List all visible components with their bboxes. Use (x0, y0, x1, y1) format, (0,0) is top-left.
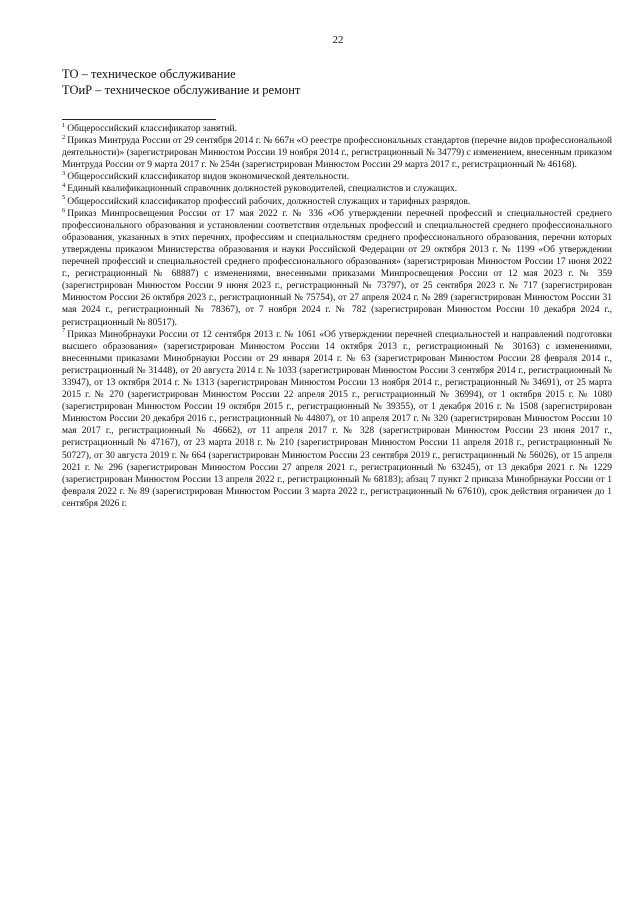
footnote-7 (62, 329, 612, 510)
footnote-marker: 5 (62, 194, 66, 202)
footnote-2 (62, 135, 612, 171)
footnote-4 (62, 183, 612, 195)
footnote-marker: 4 (62, 182, 66, 190)
footnote-text: Общероссийский классификатор профессий рабочих, должностей служащих и тарифных разрядов. (67, 196, 471, 207)
footnote-text: Единый квалификационный справочник должностей руководителей, специалистов и служащих. (67, 184, 458, 195)
footnote-1 (62, 123, 612, 135)
footnote-5 (62, 196, 612, 208)
footnote-3 (62, 171, 612, 183)
abbreviation-toir: ТОиР – техническое обслуживание и ремонт (62, 83, 301, 97)
footnote-marker: 2 (62, 133, 66, 141)
abbreviations-list (62, 66, 300, 98)
footnote-text: Общероссийский классификатор занятий. (67, 124, 237, 134)
footnote-marker: 7 (62, 327, 66, 335)
footnote-text: Общероссийский классификатор видов экономической деятельности. (67, 172, 350, 183)
page-number: 22 (332, 34, 344, 46)
footnote-6 (62, 208, 612, 329)
footnote-marker: 1 (62, 121, 66, 129)
abbreviation-to: ТО – техническое обслуживание (62, 67, 236, 81)
footnote-separator (62, 119, 216, 120)
footnote-marker: 6 (62, 206, 66, 214)
footnote-text: Приказ Минобрнауки России от 12 сентября 2013 г. № 1061 «Об утверждении перечней специальностей и направлений подготовки высшего образования» (зарегистрирован Минюстом России 14 октября 2013 г., регистрационный № 30163) с изменениями, внесенными приказами Минобрнауки России от 29 января 2014 г. № 63 (зарегистрирован Минюстом России 28 февраля 2014 г., регистрационный № 31448), от 20 августа 2014 г. № 1033 (зарегистрирован Минюстом России 3 сентября 2014 г., регистрационный № 33947), от 13 октября 2014 г. № 1313 (зарегистрирован Минюстом России 13 ноября 2014 г., регистрационный № 34691), от 25 марта 2015 г. № 270 (зарегистрирован Минюстом России 22 апреля 2015 г., регистрационный № 36994), от 1 октября 2015 г. № 1080 (зарегистрирован Минюстом России 19 октября 2015 г., регистрационный № 39355), от 1 декабря 2016 г. № 1508 (зарегистрирован Минюстом России 20 декабря 2016 г., регистрационный № 44807), от 10 апреля 2017 г. № 320 (зарегистрирован Минюстом России 10 мая 2017 г., регистрационный № 46662), от 11 апреля 2017 г. № 328 (зарегистрирован Минюстом России 23 июня 2017 г., регистрационный № 47167), от 23 марта 2018 г. № 210 (зарегистрирован Минюстом России 11 апреля 2018 г., регистрационный № 50727), от 30 августа 2019 г. № 664 (зарегистрирован Минюстом России 23 сентября 2019 г., регистрационный № 56026), от 15 апреля 2021 г. № 296 (зарегистрирован Минюстом России 27 апреля 2021 г., регистрационный № 63245), от 13 декабря 2021 г. № 1229 (зарегистрирован Минюстом России 13 апреля 2022 г., регистрационный № 68183); абзац 7 пункт 2 приказа Минобрнауки России от 1 февраля 2022 г. № 89 (зарегистрирован Минюстом России 3 марта 2022 г., регистрационный № 67610), срок действия ограничен до 1 сентября 2026 г. (62, 329, 612, 509)
footnote-text: Приказ Минпросвещения России от 17 мая 2022 г. № 336 «Об утверждении перечней профессий и специальностей среднего профессионального образования и установлении соответствия отдельных профессий и специальностей среднего профессионального образования, указанных в этих перечнях, профессиям и специальностям среднего профессионального образования, перечни которых утверждены приказом Министерства образования и науки Российской Федерации от 29 октября 2013 г. № 1199 «Об утверждении перечней профессий и специальностей среднего профессионального образования» (зарегистрирован Минюстом России 17 июня 2022 г., регистрационный № 68887) с изменениями, внесенными приказами Минпросвещения России от 12 мая 2023 г. № 359 (зарегистрирован Минюстом России 9 июня 2023 г., регистрационный № 73797), от 25 сентября 2023 г. № 717 (зарегистрирован Минюстом России 26 октября 2023 г., регистрационный № 75754), от 27 апреля 2024 г. № 289 (зарегистрирован Минюстом России 31 мая 2024 г., регистрационный № 78367), от 7 ноября 2024 г. № 782 (зарегистрирован Минюстом России 10 декабря 2024 г., регистрационный № 80517). (62, 208, 612, 328)
footnote-marker: 3 (62, 170, 66, 178)
footnotes-section (62, 123, 612, 510)
footnote-text: Приказ Минтруда России от 29 сентября 2014 г. № 667н «О реестре профессиональных стандартов (перечне видов профессиональной деятельности)» (зарегистрирован Минюстом России 19 ноября 2014 г., регистрационный № 34779) с изменением, внесенным приказом Минтруда России от 9 марта 2017 г. № 254н (зарегистрирован Минюстом России 29 марта 2017 г., регистрационный № 46168). (62, 136, 612, 171)
